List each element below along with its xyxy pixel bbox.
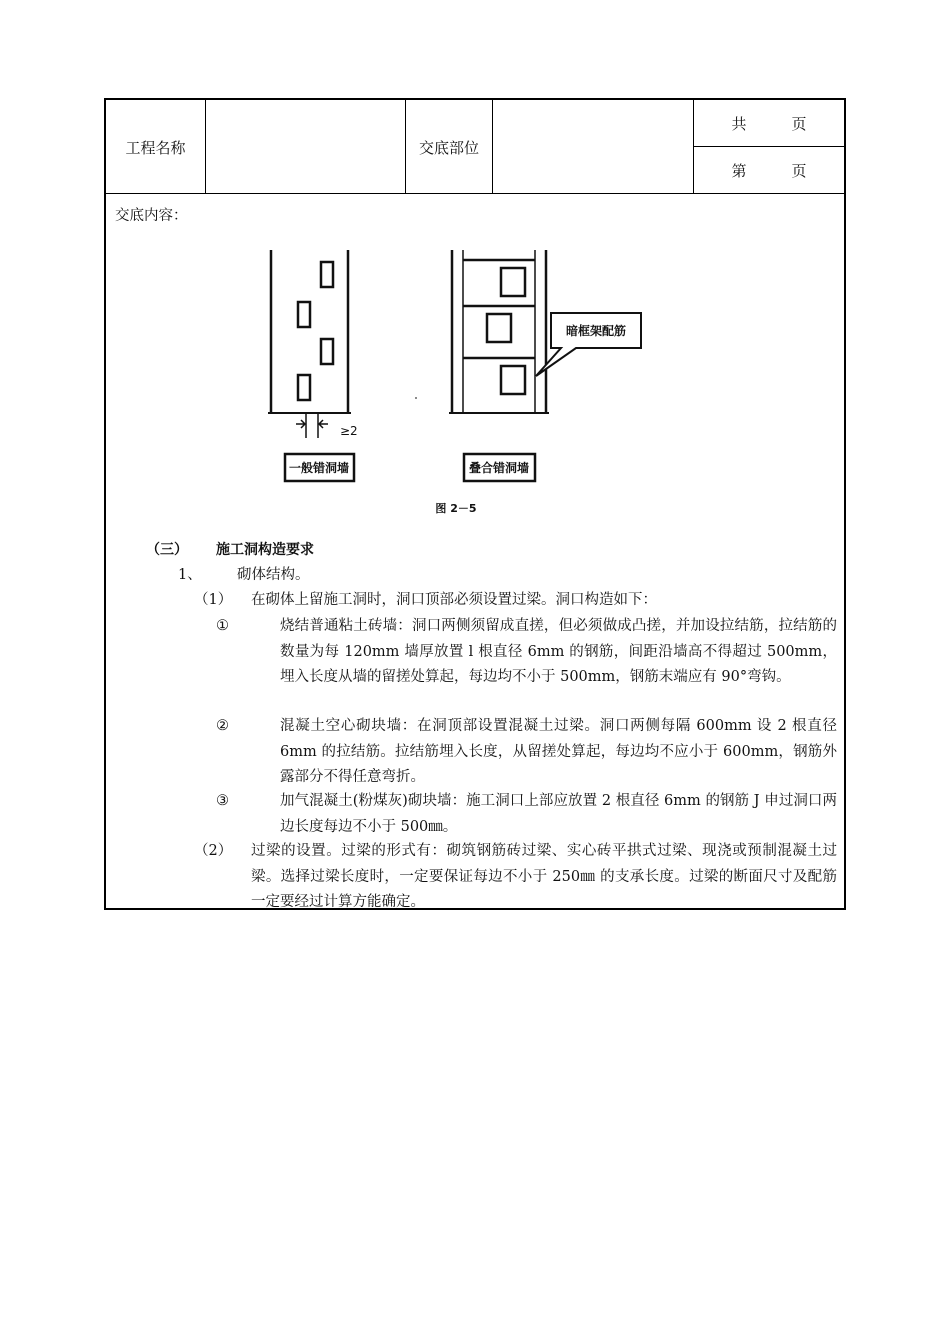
point-1-text: 烧结普通粘土砖墙：洞口两侧须留成直搓，但必须做成凸搓，并加设拉结筋，拉结筋的数量为每 120mm 墙厚放置 l 根直径 6mm 的钢筋，间距沿墙高不得超过 500mm，埋入长度从墙的留搓处算起，每边均不小于 500mm，钢筋末端应有 90°弯钩。 (280, 618, 837, 685)
section-title: 施工洞构造要求 (216, 542, 314, 558)
sub-2-text: 过梁的设置。过梁的形式有：砌筑钢筋砖过梁、实心砖平拱式过梁、现浇或预制混凝土过梁。选择过梁长度时，一定要保证每边不小于 250㎜ 的支承长度。过梁的断面尺寸及配筋一定要经过计算方能确定。 (251, 843, 837, 910)
page-number: 第 页 (731, 161, 807, 180)
point-3-mark: ③ (216, 793, 229, 809)
project-name-value[interactable] (206, 100, 405, 194)
point-2-mark: ② (216, 718, 229, 734)
point-3-text: 加气混凝土(粉煤灰)砌块墙：施工洞口上部应放置 2 根直径 6mm 的钢筋 J 申过洞口两边长度每边不小于 500㎜。 (280, 793, 837, 835)
section-number: （三） (146, 542, 188, 558)
point-1-mark: ① (216, 618, 229, 634)
overlapping-opening-wall-drawing (449, 250, 549, 413)
location-value[interactable] (493, 100, 693, 194)
figure-number: 图 2－5 (435, 502, 477, 515)
sub-1-number: （1） (194, 592, 233, 608)
form-header (106, 100, 844, 194)
sub-1-text: 在砌体上留施工洞时，洞口顶部必须设置过梁。洞口构造如下： (251, 592, 657, 608)
callout-label: 暗框架配筋 (565, 324, 627, 338)
sub-2-number: （2） (194, 843, 233, 859)
item-1-text: 砌体结构。 (237, 567, 310, 583)
right-caption: 叠合错洞墙 (468, 461, 530, 475)
callout-bubble (536, 313, 641, 376)
point-2-text: 混凝土空心砌块墙：在洞顶部设置混凝土过梁。洞口两侧每隔 600mm 设 2 根直径 6mm 的拉结筋。拉结筋埋入长度，从留搓处算起，每边均不应小于 600mm，钢筋外露部分不得任意弯折。 (280, 718, 837, 785)
wall-opening-figure (256, 248, 656, 528)
left-caption: 一般错洞墙 (288, 461, 350, 475)
dimension-arrow-right (319, 420, 328, 428)
project-name-label: 工程名称 (125, 138, 186, 157)
dimension-arrow-left (296, 420, 305, 428)
item-1-number: 1、 (178, 567, 202, 583)
content-label: 交底内容： (115, 208, 188, 224)
disclosure-content (106, 194, 844, 908)
location-label: 交底部位 (418, 138, 479, 157)
dimension-label: ≥2 (340, 424, 358, 438)
disclosure-form (104, 98, 846, 910)
staggered-opening-wall-drawing (268, 250, 351, 438)
total-pages: 共 页 (731, 114, 807, 133)
